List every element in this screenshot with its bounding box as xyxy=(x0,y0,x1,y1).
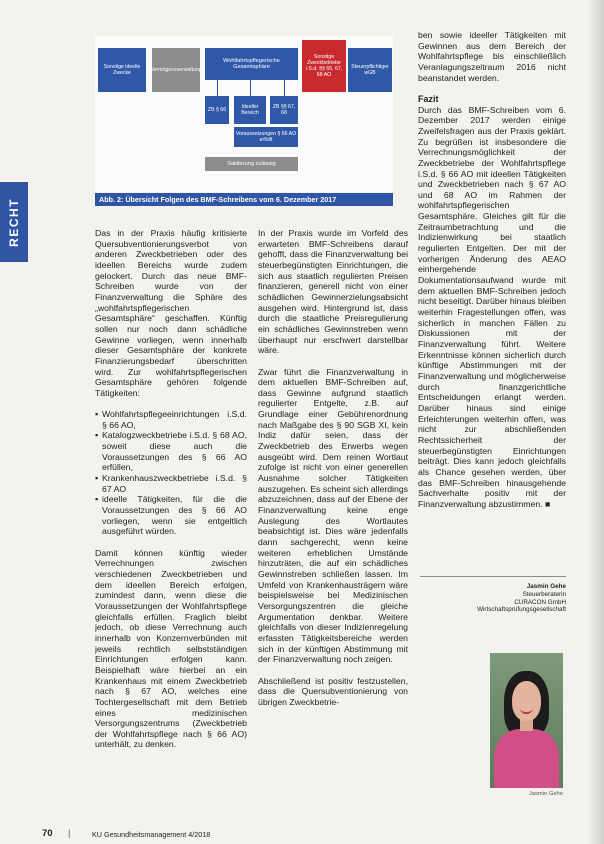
author-photo xyxy=(490,653,563,788)
figure-connector xyxy=(217,80,218,96)
figure-box-welfare-sphere: Wohlfahrtspflegerische Gesamtsphäre xyxy=(205,48,298,80)
footer-separator: | xyxy=(68,828,71,838)
figure-caption: Abb. 2: Übersicht Folgen des BMF-Schreibens vom 6. Dezember 2017 xyxy=(95,193,393,206)
author-box xyxy=(420,576,566,614)
figure-subbox-zb67-68: ZB §§ 67, 68 xyxy=(270,96,298,124)
article-column-1 xyxy=(95,228,247,826)
figure-box-other-ideal-purposes: Sonstige ideelle Zwecke xyxy=(98,48,146,92)
paragraph: ben sowie ideeller Tätigkeiten mit Gewinnen aus dem Bereich der Wohlfahrtspflege bis einschließlich Veranlagungszeitraum 2016 nicht beanstandet werden. xyxy=(418,30,566,83)
paragraph: Das in der Praxis häufig kritisierte Quersubventionierungsverbot von anderen Zweckbetrieben oder des ideellen Bereichs wurde zudem gelockert. Durch das neue BMF-Schreiben wurde von der Finanzverwaltung die Sphäre des „wohlfahrtspflegerischen Gesamtsphäre“ geschaffen. Künftig sollen nur noch dann schädliche Gewinne vorliegen, wenn innerhalb dieser Gesamtsphäre der konkrete Finanzierungsbedarf überschritten wird. Zur wohlfahrtspflegerischen Gesamtsphäre gehören folgende Tätigkeiten: xyxy=(95,228,247,398)
figure-connector xyxy=(250,80,251,96)
section-heading-fazit: Fazit xyxy=(418,93,439,104)
list-item: ▪ Katalogzweckbetriebe i.S.d. § 68 AO, soweit diese auch die Voraussetzungen des § 66 AO erfüllen, xyxy=(95,430,247,473)
figure-subbox-zb66: ZB § 66 xyxy=(205,96,229,124)
author-firm: Wirtschaftsprüfungsgesellschaft xyxy=(477,606,566,614)
photo-caption: Jasmin Gehe xyxy=(528,791,563,797)
figure-box-requirements: Voraussetzungen § 66 AO erfüllt xyxy=(234,127,298,147)
article-column-2 xyxy=(258,228,408,826)
page-number: 70 xyxy=(42,828,53,839)
figure-box-other-purpose-businesses: Sonstige Zweckbetriebe i.S.d. §§ 65, 67, 68 AO xyxy=(302,40,346,92)
paragraph xyxy=(418,105,566,510)
end-mark: ■ xyxy=(545,498,551,509)
photo-body xyxy=(494,729,559,788)
page-edge-shadow xyxy=(588,0,604,844)
bullet-list xyxy=(95,409,247,537)
author-name: Jasmin Gehe xyxy=(526,583,566,590)
author-company: CURACON GmbH xyxy=(514,598,566,606)
figure-diagram xyxy=(95,36,393,192)
figure-connector xyxy=(284,80,285,96)
paragraph: In der Praxis wurde im Vorfeld des erwarteten BMF-Schreibens darauf gehofft, dass die Finanzverwaltung bei steuerbegünstigten Einrichtungen, die sich aus staatlich regulierten Preisen finanzieren, generell nicht von einer schädlichen Gewinnerzielungsabsicht ausgehen wird. Hintergrund ist, dass durch die staatliche Preisregulierung ein schädliches Gewinnstreben wenn überhaupt nur erschwert darstellbar wäre. xyxy=(258,228,408,356)
journal-title: KU Gesundheitsmanagement 4/2018 xyxy=(92,830,211,839)
figure-bar-netting: Saldierung zulässig xyxy=(205,157,298,171)
figure-box-asset-management: Vermögensverwaltung xyxy=(152,48,200,92)
list-item: ▪ ideelle Tätigkeiten, für die die Voraussetzungen des § 66 AO vorliegen, wenn sie entgeltlich ausgeführt würden. xyxy=(95,494,247,537)
figure-box-taxable-business: Steuerpflichtiger wGB xyxy=(348,48,392,92)
figure-subbox-ideal-area: Ideeller Bereich xyxy=(234,96,266,124)
paragraph-text: Durch das BMF-Schreiben vom 6. Dezember 2017 werden einige Zweifelsfragen aus der Praxis geklärt. Zu begrüßen ist insbesondere die Verrechnungsmöglichkeit der Zweckbetriebe der Wohlfahrtspflege i.S.d. § 66 AO mit ideellen Tätigkeiten und Zweckbetrieben nach § 67 AO und 68 AO im Rahmen der wohlfahrtspflegerischen Gesamtsphäre. Gleiches gilt für die Zeitraumbetrachtung und die Indizienwirkung bei staatlich regulierten Entgelten. Der mit der vorherigen Änderung des AEAO einhergehende Dokumentationsaufwand wurde mit dem aktuellen BMF-Schreiben jedoch nicht beseitigt. Darüber hinaus bleiben weiterhin Fragestellungen offen, was sicherlich in manchen Fällen zu Diskussionen mit der Finanzverwaltung führt. Weitere Erkenntnisse können sicherlich durch künftige Abstimmungen mit der Finanzverwaltung und möglicherweise durch finanzgerichtliche Entscheidungen erlangt werden. Darüber hinaus sind einige Erleichterungen weiterhin offen, was nicht zur abschließenden Rechtssicherheit der steuerbegünstigten Einrichtungen beiträgt. Dies kann jedoch gleichfalls als Chance gesehen werden, über das BMF-Schreiben hinausgehende Sachverhalte positiv mit der Finanzverwaltung abzustimmen. xyxy=(418,104,566,509)
list-item: ▪ Krankenhauszweckbetriebe i.S.d. § 67 AO xyxy=(95,473,247,494)
section-tab xyxy=(0,182,28,262)
paragraph: Zwar führt die Finanzverwaltung in dem aktuellen BMF-Schreiben auf, dass Gewinne aufgrund staatlich regulierter Entgelte, z.B. auf Grundlage einer Gebührenordnung nach Maßgabe des § 90 SGB XI, kein Indiz dafür seien, dass der Zweckbetrieb des Erwerbs wegen ausgeübt wird. Dem reinen Wortlaut zufolge ist nicht von einer generellen Ausnahme solcher Tätigkeiten auszugehen. Es scheint sich allerdings abzuzeichnen, dass auf der Ebene der Finanzverwaltung keine enge Auslegung des Wortlautes beabsichtigt ist. Dies wäre jedenfalls dann sachgerecht, wenn keine weiteren erheblichen Umstände hinzuträten, die auf ein schädliches Gewinnstreben schließen lassen. Im Umfeld von Krankenhausträgern wäre beispielsweise bei Medizinischen Versorgungszentren die gleiche Argumentation denkbar. Weitere gleichfalls von dieser Indizienregelung erfassten Tätigkeitsbereiche werden sich in der künftigen Abstimmung mit der Finanzverwaltung noch zeigen. xyxy=(258,366,408,665)
article-column-3 xyxy=(418,30,566,570)
paragraph: Damit können künftig wieder Verrechnungen zwischen verschiedenen Zweckbetrieben und dem ideellen Bereich erfolgen, zumindest dann, wenn diese die Voraussetzungen der Wohlfahrtspflege gleichfalls erfüllen. Fraglich bleibt jedoch, ob diese Verrechnung auch innerhalb von Konzernverbünden mit jeweils rechtlich selbstständigen Einrichtungen erfolgen kann. Beispielhaft wäre hierbei an ein Krankenhaus mit einem Zweckbetrieb nach § 67 AO, welches eine Tochtergesellschaft mit dem Betrieb eines medizinischen Versorgungszentrums (Zweckbetrieb der Wohlfahrtspflege nach § 66 AO) unterhält, zu denken. xyxy=(95,547,247,750)
section-tab-label: RECHT xyxy=(7,197,21,247)
author-title: Steuerberaterin xyxy=(522,590,566,598)
paragraph: Abschließend ist positiv festzustellen, dass die Quersubventionierung von übrigen Zweckbetrie- xyxy=(258,675,408,707)
photo-face xyxy=(512,681,541,721)
list-item: ▪ Wohlfahrtspflegeeinrichtungen i.S.d. § 66 AO, xyxy=(95,409,247,430)
